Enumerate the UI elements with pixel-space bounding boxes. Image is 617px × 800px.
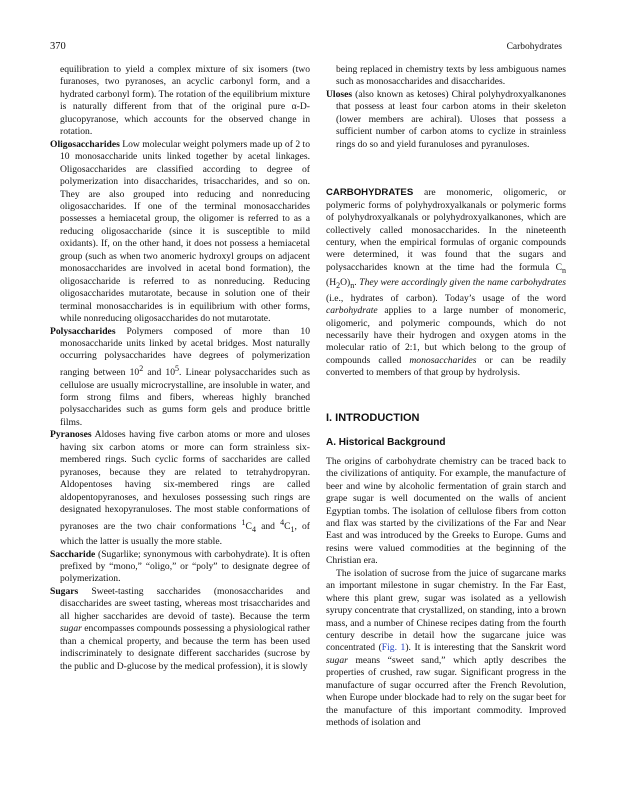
- body-text: means “sweet sand,” which aptly describes the properties of crushed, raw sugar. Significant progress in the manufacture of sugar occurred after the French Revolution, when Europe under blockade had to rely on the sugar beet for the manufacture of this important commodity. Improved methods of isolation and: [326, 654, 566, 729]
- figure-link[interactable]: Fig. 1: [381, 642, 406, 654]
- history-paragraph: The origins of carbohydrate chemistry can be traced back to the civilizations of antiquity. For example, the manufacture of beer and wine by alcoholic fermentation of grain starch and grape sugar is well documented on the walls of ancient Egyptian tombs. The isolation of cellulose fibers from cotton and flax was started by the civilizations of the Far and Near East and was introduced by the Greeks to Europe. Gums and resins were valued commodities at the beginning of the Christian era.: [326, 455, 566, 567]
- emphasis: sugar: [326, 654, 348, 666]
- glossary-definition: . Linear polysaccharides such as cellulose are usually microcrystalline, are insoluble in water, and form strong films and fibers, whereas highly branched polysaccharides such as gums form gels and produce brittle films.: [60, 367, 310, 428]
- glossary-definition: Polymers composed of more than 10 monosaccharide units linked by acetal bridges. Most naturally occurring polysaccharides have degrees of polymerization ranging between 10: [60, 325, 310, 379]
- right-column: [326, 64, 566, 730]
- glossary-entry-oligosaccharides: [50, 139, 310, 326]
- subscript: n: [350, 281, 355, 291]
- glossary-definition: Sweet-tasting saccharides (monosaccharides and disaccharides are sweet tasting, whereas most trisaccharides and all higher saccharides are devoid of taste). Because the term: [60, 585, 310, 622]
- glossary-definition: , of which the latter is usually the more stable.: [60, 520, 310, 548]
- subscript: 1: [290, 524, 295, 534]
- intro-text: .: [354, 277, 360, 289]
- intro-text: applies to a large number of monomeric, oligomeric, and polymeric compounds, which do not necessarily have their hydrogen and oxygen atoms in the molecular ratio of 2:1, but which belong to the group of compounds called: [326, 305, 566, 366]
- glossary-definition: Low molecular weight polymers made up of 2 to 10 monosaccharide units linked together by acetal linkages. Oligosaccharides are classified according to degree of polymerization into disaccharides, trisaccharides, and so on. They are also grouped into reducing and nonreducing oligosaccharides. If one of the terminal monosaccharides possesses a hemiacetal group, the oligomer is referred to as a reducing oligosaccharide (since it is susceptible to mild oxidants). If, on the other hand, it does not possess a hemiacetal group (such as when two anomeric hydroxyl groups on adjacent monosaccharides are involved in acetal bond formation), the oligosaccharide is referred to as nonreducing. Reducing oligosaccharides mutarotate, because in solution one of their terminal monosaccharides is in equilibrium with other forms, while nonreducing oligosaccharides do not mutarotate.: [60, 138, 310, 325]
- glossary-definition: (also known as ketoses) Chiral polyhydroxyalkanones that possess at least four carbon atoms in their skeleton (lower members are achiral). Uloses that possess a sufficient number of carbon atoms to cyclize in strainless rings do so and yield furanuloses and pyranuloses.: [336, 88, 566, 150]
- emphasis: sugar: [60, 623, 82, 635]
- body-text: The isolation of sucrose from the juice of sugarcane marks an important milestone in sugar chemistry. In the Far East, where this plant grew, sugar was isolated as a yellowish syrupy concentrate that crystallized, on standing, into a brown mass, and a number of Chinese recipes dating from the fourth century describe in detail how the sugarcane juice was concentrated (: [326, 567, 566, 654]
- page-number: 370: [50, 41, 66, 52]
- glossary-entry-sugars: [50, 586, 310, 673]
- glossary-term: Pyranoses: [50, 429, 92, 441]
- glossary-entry-uloses: [326, 89, 566, 151]
- glossary-definition: and: [255, 520, 281, 532]
- superscript: 1: [241, 517, 246, 527]
- intro-text: (i.e., hydrates of carbon). Today’s usage of the word: [326, 292, 566, 304]
- conformation-symbol: C: [245, 520, 252, 532]
- glossary-entry-pyranoses: [50, 429, 310, 548]
- glossary-term: Uloses: [326, 88, 353, 100]
- continuation-paragraph: being replaced in chemistry texts by less ambiguous names such as monosaccharides and disaccharides.: [336, 64, 566, 88]
- subscript: 4: [251, 524, 256, 534]
- continuation-paragraph: equilibration to yield a complex mixture of six isomers (two furanoses, two pyranoses, an acyclic carbonyl form, and a hydrated carbonyl form). The rotation of the equilibrium mixture is naturally different from that of the original pure α-D-glucopyranose, which accounts for the observed change in rotation.: [60, 64, 310, 138]
- glossary-term: Oligosaccharides: [50, 138, 120, 150]
- intro-text: are monomeric, oligomeric, or polymeric forms of polyhydroxyalkanals or polymeric forms of polyhydroxyalkanals or polyhydroxyalkanones, which are collectively called monosaccharides. In the nineteenth century, when the empirical formulas of organic compounds were determined, it was found that the sugars and polysaccharides known at the time had the formula C: [326, 187, 566, 273]
- left-column: [50, 64, 310, 673]
- glossary-definition: (Sugarlike; synonymous with carbohydrate). It is often prefixed by “mono,” “oligo,” or “poly” to designate degree of polymerization.: [60, 548, 310, 585]
- superscript: 5: [175, 363, 180, 373]
- glossary-term: Sugars: [50, 585, 79, 597]
- subscript: 2: [336, 281, 341, 291]
- subsection-heading: A. Historical Background: [326, 437, 446, 449]
- superscript: 2: [139, 363, 144, 373]
- emphasis: carbohydrate: [326, 305, 378, 317]
- superscript: 4: [280, 517, 285, 527]
- section-heading: I. INTRODUCTION: [326, 411, 420, 424]
- intro-paragraph: [326, 187, 566, 380]
- glossary-term: Polysaccharides: [50, 325, 116, 337]
- glossary-entry-polysaccharides: [50, 326, 310, 430]
- body-text: ). It is interesting that the Sanskrit word: [405, 642, 566, 654]
- intro-text: (H: [326, 277, 337, 289]
- intro-text: O): [340, 277, 351, 289]
- intro-text: or can be readily converted to members of that group by hydrolysis.: [326, 354, 566, 379]
- intro-keyword: CARBOHYDRATES: [326, 187, 414, 199]
- glossary-entry-saccharide: [50, 549, 310, 586]
- glossary-definition: Aldoses having five carbon atoms or more and uloses having six carbon atoms or more can form strainless six-membered rings. Such cyclic forms of saccharides are called pyranoses, because they are related to tetrahydropyran. Aldopentoses having six-membered rings are called aldopentopyranoses, and hexuloses possessing such rings are designated hexopyranuloses. The most stable conformations of pyranoses are the two chair conformations: [60, 429, 310, 532]
- emphasis: monosaccharides: [409, 354, 477, 366]
- emphasis: They were accordingly given the name carbohydrates: [359, 277, 567, 289]
- subscript: n: [562, 265, 566, 275]
- conformation-symbol: C: [284, 520, 291, 532]
- glossary-term: Saccharide: [50, 548, 96, 560]
- running-title: Carbohydrates: [506, 42, 562, 52]
- history-paragraph: [326, 568, 566, 730]
- glossary-definition: encompasses compounds possessing a physiological rather than a chemical property, and because the term has been used indiscriminately to designate different saccharides (sucrose by the public and D-glucose by the medical profession), it is slowly: [60, 623, 310, 672]
- glossary-definition: and 10: [143, 367, 176, 379]
